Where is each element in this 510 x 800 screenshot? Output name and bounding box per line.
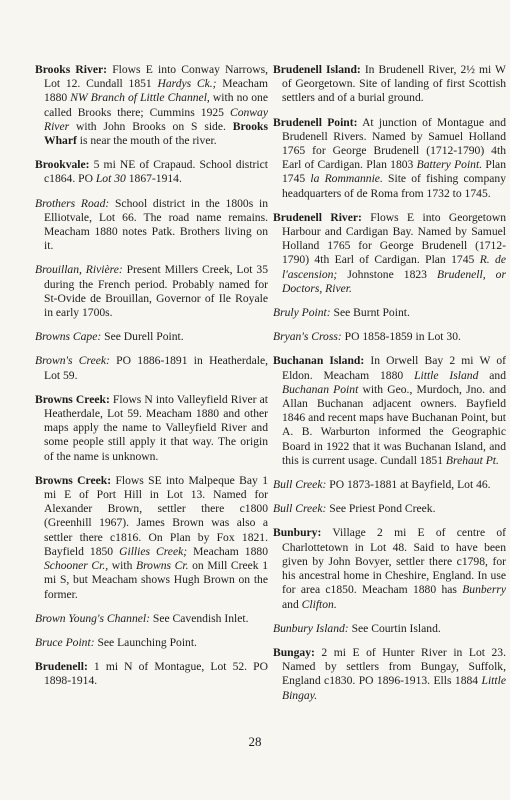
entry-text: See Durell Point. bbox=[101, 330, 184, 344]
italic-term: Clifton. bbox=[301, 597, 337, 611]
gazetteer-entry bbox=[35, 660, 268, 688]
entry-text: and bbox=[282, 597, 302, 611]
italic-term: Bunberry bbox=[462, 583, 506, 597]
entry-headword: Brudenell River: bbox=[273, 210, 362, 224]
gazetteer-entry bbox=[273, 330, 506, 344]
gazetteer-entry bbox=[35, 354, 268, 382]
entry-text: Village 2 mi E of centre of Charlottetown in Lot 48. Said to have been given by John Bovyer, settler there c1798, for his ancestral home in Cheshire, England. In use for area c1850. Meacham 1880 has bbox=[282, 526, 506, 597]
entry-text: See Cavendish Inlet. bbox=[150, 611, 249, 625]
italic-term: Gillies Creek; bbox=[119, 544, 188, 558]
entry-headword: Bull Creek: bbox=[273, 502, 327, 516]
entry-text: with John Brooks on S side. bbox=[69, 119, 233, 133]
italic-term: R. de l'ascension; bbox=[282, 253, 506, 281]
entry-text: 1 mi N of Montague, Lot 52. PO 1898-1914. bbox=[44, 660, 268, 688]
entry-text: Present Millers Creek, Lot 35 during the French period. Probably named for St-Ovide de Brouillan, Governor of Ile Royale in early 1700s. bbox=[44, 263, 268, 320]
entry-headword: Brothers Road: bbox=[35, 196, 110, 210]
page-number: 28 bbox=[248, 734, 262, 749]
entry-headword: Bungay: bbox=[273, 645, 315, 659]
entry-headword: Brooks River: bbox=[35, 63, 107, 76]
italic-term: Lot 30 bbox=[95, 172, 126, 186]
entry-text: 1867-1914. bbox=[125, 172, 182, 186]
gazetteer-entry bbox=[35, 636, 268, 650]
entry-text: Meacham 1880 bbox=[187, 544, 268, 558]
entry-text: See Priest Pond Creek. bbox=[326, 502, 436, 516]
entry-text: Flows E into Georgetown Harbour and Cardigan Bay. Named by Samuel Holland 1765 for George Brudenell (1712-1790) 4th Earl of Cardigan. Plan 1745 bbox=[282, 210, 506, 267]
entry-headword: Brudenell Point: bbox=[273, 115, 358, 129]
entry-text: on Mill Creek 1 mi S, but Meacham shows Hugh Brown on the former. bbox=[44, 559, 268, 601]
entry-headword: Bruly Point: bbox=[273, 306, 331, 320]
entry-text: Plan 1745 bbox=[282, 158, 507, 186]
entry-text: Site of fishing company headquarters of de Roma from 1732 to 1745. bbox=[282, 172, 506, 200]
entry-headword: Brudenell Island: bbox=[273, 63, 361, 76]
gazetteer-entry bbox=[35, 263, 268, 320]
entry-text: PO 1886-1891 in Heatherdale, Lot 59. bbox=[44, 354, 268, 382]
gazetteer-entry bbox=[35, 393, 268, 464]
italic-term: Little Bingay. bbox=[282, 674, 506, 702]
italic-term: Battery Point. bbox=[416, 158, 483, 172]
italic-term: NW Branch of Little Channel, bbox=[70, 91, 210, 105]
entry-headword: Brudenell: bbox=[35, 660, 88, 674]
gazetteer-entry bbox=[273, 502, 506, 516]
entry-headword: Bunbury: bbox=[273, 526, 322, 540]
italic-term: Browns Cr. bbox=[136, 559, 189, 573]
gazetteer-entry bbox=[35, 197, 268, 254]
right-column bbox=[273, 63, 506, 713]
entry-text: 5 mi NE of Crapaud. School district c1864. PO bbox=[44, 158, 268, 186]
gazetteer-entry bbox=[35, 63, 268, 148]
entry-text: Flows N into Valleyfield River at Heatherdale, Lot 59. Meacham 1880 and other maps apply the name to Valleyfield River and some people still apply it that way. The origin of the name is unknown. bbox=[44, 392, 269, 463]
gazetteer-entry bbox=[35, 330, 268, 344]
entry-text: is near the mouth of the river. bbox=[76, 134, 217, 148]
entry-headword: Bryan's Cross: bbox=[273, 330, 342, 344]
gazetteer-entry bbox=[35, 612, 268, 626]
gazetteer-entry bbox=[273, 478, 506, 492]
entry-text: Flows E into Conway Narrows, Lot 12. Cundall 1851 bbox=[44, 63, 268, 91]
gazetteer-entry bbox=[273, 354, 506, 468]
gazetteer-entry bbox=[273, 211, 506, 296]
entry-text: See Courtin Island. bbox=[348, 621, 441, 635]
entry-text: PO 1858-1859 in Lot 30. bbox=[341, 330, 461, 344]
gazetteer-entry bbox=[273, 63, 506, 106]
gazetteer-entry bbox=[273, 116, 506, 201]
entry-text: with bbox=[108, 559, 137, 573]
gazetteer-entry bbox=[273, 526, 506, 611]
gazetteer-entry bbox=[35, 158, 268, 186]
entry-headword: Browns Creek: bbox=[35, 392, 110, 406]
gazetteer-entry bbox=[273, 646, 506, 703]
entry-text: with no one called Brooks there; Cummins 1925 bbox=[44, 91, 269, 119]
italic-term: Buchanan Point bbox=[282, 382, 359, 396]
entry-headword: Browns Creek: bbox=[35, 473, 112, 487]
left-column bbox=[35, 63, 268, 699]
entry-text: See Burnt Point. bbox=[330, 306, 410, 320]
italic-term: Little Island bbox=[414, 368, 479, 382]
entry-text: PO 1873-1881 at Bayfield, Lot 46. bbox=[326, 478, 491, 492]
entry-headword: Bull Creek: bbox=[273, 478, 327, 492]
entry-headword: Browns Cape: bbox=[35, 330, 102, 344]
entry-headword: Brookvale: bbox=[35, 158, 90, 172]
italic-term: Brudenell, or Doctors, River. bbox=[282, 267, 506, 295]
entry-text: In Orwell Bay 2 mi W of Eldon. Meacham 1880 bbox=[282, 354, 506, 382]
italic-term: Hardys Ck.; bbox=[157, 77, 217, 91]
entry-headword: Buchanan Island: bbox=[273, 354, 365, 368]
entry-headword: Brouillan, Rivière: bbox=[35, 263, 123, 277]
gazetteer-entry bbox=[35, 474, 268, 602]
italic-term: Brehaut Pt. bbox=[445, 453, 499, 467]
gazetteer-entry bbox=[273, 622, 506, 636]
entry-text: Flows SE into Malpeque Bay 1 mi E of Port Hill in Lot 13. Named for Alexander Brown, settler there c1800 (Greenhill 1967). James Brown was also a settler there c1816. On Plan by Fox 1821. Bayfield 1850 bbox=[44, 473, 269, 558]
entry-text: In Brudenell River, 2½ mi W of Georgetown. Site of landing of first Scottish settlers and of a burial ground. bbox=[282, 63, 506, 105]
italic-term: Schooner Cr., bbox=[44, 559, 109, 573]
entry-text: and bbox=[478, 368, 506, 382]
entry-text: with Geo., Murdoch, Jno. and Allan Buchanan adjacent owners. Bayfield 1846 and recent maps have Buchanan Point, but A. B. Warburton informed the Geographic Board in 1922 that it was Buchanan Island, and this is current usage. Cundall 1851 bbox=[282, 382, 506, 467]
italic-term: la Rommannie. bbox=[310, 172, 383, 186]
entry-headword: Brown Young's Channel: bbox=[35, 611, 150, 625]
entry-text: See Launching Point. bbox=[94, 635, 197, 649]
entry-headword: Bruce Point: bbox=[35, 635, 95, 649]
entry-text: School district in the 1800s in Elliotvale, Lot 66. The road name remains. Meacham 1880 notes Patk. Brothers living on it. bbox=[44, 196, 268, 253]
entry-headword: Brown's Creek: bbox=[35, 354, 110, 368]
entry-text: Johnstone 1823 bbox=[337, 267, 438, 281]
gazetteer-entry bbox=[273, 306, 506, 320]
entry-headword: Bunbury Island: bbox=[273, 621, 349, 635]
entry-text: 2 mi E of Hunter River in Lot 23. Named by settlers from Bungay, Suffolk, England c1830. PO 1896-1913. Ells 1884 bbox=[282, 645, 506, 688]
entry-text: At junction of Montague and Brudenell Rivers. Named by Samuel Holland 1765 for George Brudenell (1712-1790) 4th Earl of Cardigan. Plan 1803 bbox=[282, 115, 506, 172]
bold-term: Brooks Wharf bbox=[44, 119, 268, 148]
entry-text: Meacham 1880 bbox=[44, 77, 268, 105]
italic-term: Conway River bbox=[44, 105, 268, 133]
